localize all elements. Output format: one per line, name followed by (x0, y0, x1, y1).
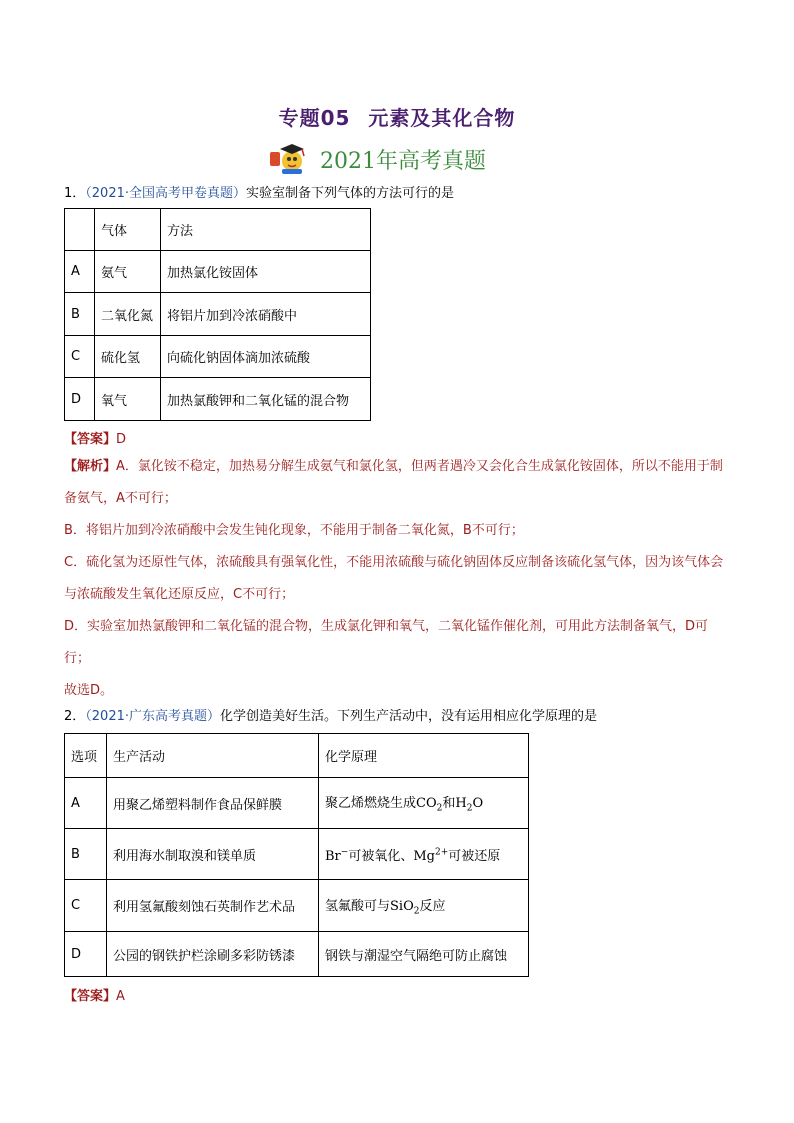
subtitle-row (268, 140, 486, 178)
principle-cell: 钢铁与潮湿空气隔绝可防止腐蚀 (319, 932, 529, 977)
question-2-stem (64, 708, 597, 726)
formula-mg: Mg (413, 848, 435, 864)
formula-h2o: H (455, 796, 467, 812)
table-header-cell: 化学原理 (319, 734, 529, 778)
table-row (65, 880, 529, 932)
superscript: 2+ (434, 847, 449, 858)
table-row (65, 293, 371, 336)
principle-text: 可被还原 (448, 848, 501, 864)
formula-sio2: SiO (390, 898, 414, 914)
table-header-cell (65, 209, 95, 251)
analysis-paragraph (64, 451, 732, 515)
table-row (65, 778, 529, 829)
gas-cell: 硫化氢 (95, 336, 161, 378)
option-cell: D (65, 932, 107, 977)
analysis-paragraph: B．将铝片加到冷浓硝酸中会发生钝化现象，不能用于制备二氧化氮，B不可行； (64, 523, 524, 538)
gas-cell: 氨气 (95, 251, 161, 293)
principle-text: 可被氧化、 (348, 848, 414, 864)
activity-cell: 公园的钢铁护栏涂刷多彩防锈漆 (107, 932, 319, 977)
activity-cell: 用聚乙烯塑料制作食品保鲜膜 (107, 778, 319, 829)
question-1-stem (64, 185, 454, 203)
answer-label: 【答案】 (64, 989, 117, 1004)
analysis-paragraph: C．硫化氢为还原性气体，浓硫酸具有强氧化性，不能用浓硫酸与硫化钠固体反应制备该硫化氢气体，因为该气体会与浓硫酸发生氧化还原反应，C不可行； (64, 555, 724, 602)
analysis-text: A．氯化铵不稳定，加热易分解生成氨气和氯化氢，但两者遇冷又会化合生成氯化铵固体，所以不能用于制备氨气，A不可行； (64, 459, 723, 506)
option-cell: A (65, 251, 95, 293)
analysis-paragraph: D．实验室加热氯酸钾和二氧化锰的混合物，生成氯化钾和氧气，二氧化锰作催化剂，可用此方法制备氧气，D可行； (64, 619, 709, 666)
gas-cell: 氧气 (95, 378, 161, 421)
method-cell: 将铝片加到冷浓硝酸中 (161, 293, 371, 336)
table-header-cell: 气体 (95, 209, 161, 251)
principle-text: 和 (442, 796, 456, 812)
question-1-analysis (64, 451, 732, 707)
formula-h2o: O (472, 796, 484, 812)
subscript: 2 (436, 803, 443, 814)
option-cell: C (65, 880, 107, 932)
question-source: （2021·全国高考甲卷真题） (85, 186, 246, 201)
formula-co2: CO (416, 796, 437, 812)
question-text: 实验室制备下列气体的方法可行的是 (246, 186, 455, 201)
principle-text: 反应 (419, 898, 446, 914)
method-cell: 加热氯化铵固体 (161, 251, 371, 293)
option-cell: A (65, 778, 107, 829)
method-cell: 加热氯酸钾和二氧化锰的混合物 (161, 378, 371, 421)
answer-value: D (116, 432, 127, 447)
question-1-table (64, 208, 371, 421)
question-source: （2021·广东高考真题） (85, 709, 220, 724)
answer-value: A (116, 989, 125, 1004)
formula-br: Br (325, 848, 341, 864)
question-number: 2． (64, 709, 86, 724)
option-cell: B (65, 829, 107, 880)
principle-cell (319, 829, 529, 880)
question-2-table (64, 733, 529, 977)
title-topic: 元素及其化合物 (368, 106, 516, 130)
method-cell: 向硫化钠固体滴加浓硫酸 (161, 336, 371, 378)
question-number: 1． (64, 186, 86, 201)
table-row (65, 829, 529, 880)
principle-cell (319, 880, 529, 932)
principle-text: 氢氟酸可与 (325, 898, 391, 914)
principle-cell (319, 778, 529, 829)
subscript: 2 (413, 906, 420, 917)
gas-cell: 二氧化氮 (95, 293, 161, 336)
table-header-row (65, 209, 371, 251)
page-title (0, 102, 794, 131)
table-header-cell: 生产活动 (107, 734, 319, 778)
analysis-label: 【解析】 (64, 459, 117, 474)
subscript: 2 (466, 803, 473, 814)
table-row (65, 336, 371, 378)
option-cell: C (65, 336, 95, 378)
table-row (65, 378, 371, 421)
answer-label: 【答案】 (64, 432, 117, 447)
option-cell: B (65, 293, 95, 336)
table-row (65, 932, 529, 977)
activity-cell: 利用海水制取溴和镁单质 (107, 829, 319, 880)
principle-text: 聚乙烯燃烧生成 (325, 796, 417, 812)
table-row (65, 251, 371, 293)
graduate-mascot-icon (268, 142, 312, 176)
analysis-paragraph: 故选D。 (64, 683, 114, 698)
superscript: − (340, 847, 349, 858)
question-2-answer (64, 985, 125, 1004)
table-header-cell: 方法 (161, 209, 371, 251)
question-text: 化学创造美好生活。下列生产活动中，没有运用相应化学原理的是 (220, 709, 598, 724)
question-1-answer (64, 428, 126, 447)
activity-cell: 利用氢氟酸刻蚀石英制作艺术品 (107, 880, 319, 932)
title-prefix: 专题05 (278, 106, 351, 130)
subtitle: 2021年高考真题 (320, 148, 486, 174)
option-cell: D (65, 378, 95, 421)
table-header-cell: 选项 (65, 734, 107, 778)
table-header-row (65, 734, 529, 778)
